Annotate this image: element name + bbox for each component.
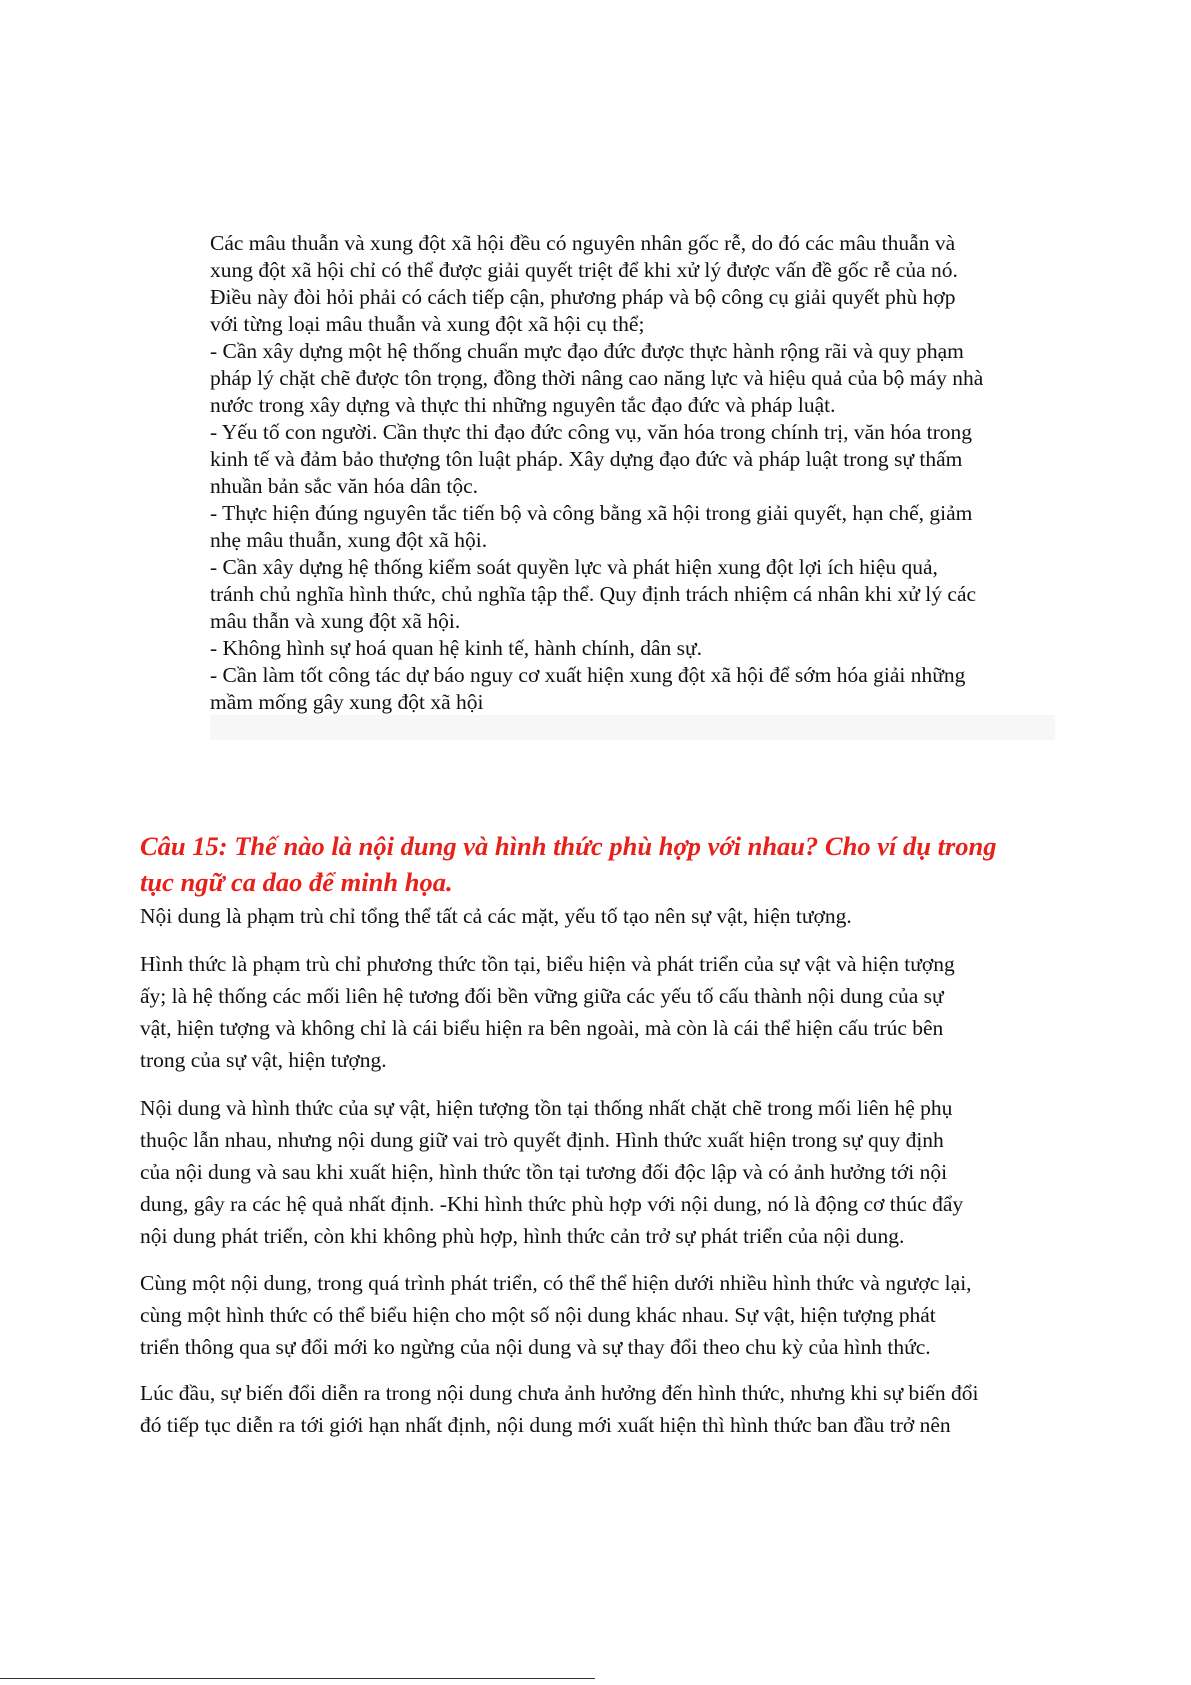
text-line: Lúc đầu, sự biến đổi diễn ra trong nội dung chưa ảnh hưởng đến hình thức, nhưng khi sự biến đổi xyxy=(140,1381,979,1405)
text-line: Điều này đòi hỏi phải có cách tiếp cận, phương pháp và bộ công cụ giải quyết phù hợp xyxy=(210,285,956,309)
text-line: triển thông qua sự đổi mới ko ngừng của nội dung và sự thay đổi theo chu kỳ của hình thức. xyxy=(140,1335,931,1359)
text-line: của nội dung và sau khi xuất hiện, hình thức tồn tại tương đối độc lập và có ảnh hưởng tới nội xyxy=(140,1160,948,1184)
paragraph-relationship xyxy=(140,1092,1060,1252)
text-line: ấy; là hệ thống các mối liên hệ tương đối bền vững giữa các yếu tố cấu thành nội dung của sự xyxy=(140,984,944,1008)
text-line: - Cần xây dựng một hệ thống chuẩn mực đạo đức được thực hành rộng rãi và quy phạm xyxy=(210,339,964,363)
paragraph-transformation xyxy=(140,1377,1060,1441)
text-line: kinh tế và đảm bảo thượng tôn luật pháp. Xây dựng đạo đức và pháp luật trong sự thấm xyxy=(210,447,963,471)
paragraph-content-definition xyxy=(140,900,1060,932)
text-line: - Không hình sự hoá quan hệ kinh tế, hành chính, dân sự. xyxy=(210,636,703,660)
text-line: nhẹ mâu thuẫn, xung đột xã hội. xyxy=(210,528,488,552)
paragraph-form-definition xyxy=(140,948,1060,1076)
text-line: nội dung phát triển, còn khi không phù hợp, hình thức cản trở sự phát triển của nội dung. xyxy=(140,1224,905,1248)
text-line: - Cần xây dựng hệ thống kiểm soát quyền lực và phát hiện xung đột lợi ích hiệu quả, xyxy=(210,555,938,579)
text-line: pháp lý chặt chẽ được tôn trọng, đồng thời nâng cao năng lực và hiệu quả của bộ máy nhà xyxy=(210,366,984,390)
text-line: Hình thức là phạm trù chỉ phương thức tồn tại, biểu hiện và phát triển của sự vật và hiện tượng xyxy=(140,952,955,976)
text-line: thuộc lẫn nhau, nhưng nội dung giữ vai trò quyết định. Hình thức xuất hiện trong sự quy định xyxy=(140,1128,944,1152)
text-line: - Yếu tố con người. Cần thực thi đạo đức công vụ, văn hóa trong chính trị, văn hóa trong xyxy=(210,420,973,444)
text-line: - Cần làm tốt công tác dự báo nguy cơ xuất hiện xung đột xã hội để sớm hóa giải những xyxy=(210,663,966,687)
heading-line: tục ngữ ca dao để minh họa. xyxy=(140,867,453,897)
text-line: tránh chủ nghĩa hình thức, chủ nghĩa tập thể. Quy định trách nhiệm cá nhân khi xử lý các xyxy=(210,582,977,606)
text-line: trong của sự vật, hiện tượng. xyxy=(140,1048,387,1072)
text-line: Nội dung và hình thức của sự vật, hiện tượng tồn tại thống nhất chặt chẽ trong mối liên hệ phụ xyxy=(140,1096,953,1120)
text-block-shading xyxy=(210,715,1055,740)
text-line: mâu thẫn và xung đột xã hội. xyxy=(210,609,461,633)
paragraph-multiple-forms xyxy=(140,1267,1060,1363)
text-line: - Thực hiện đúng nguyên tắc tiến bộ và công bằng xã hội trong giải quyết, hạn chế, giảm xyxy=(210,501,973,525)
text-line: Nội dung là phạm trù chỉ tổng thể tất cả các mặt, yếu tố tạo nên sự vật, hiện tượng. xyxy=(140,904,852,928)
text-line: với từng loại mâu thuẫn và xung đột xã hội cụ thể; xyxy=(210,312,645,336)
text-line: vật, hiện tượng và không chỉ là cái biểu hiện ra bên ngoài, mà còn là cái thể hiện cấu trúc bên xyxy=(140,1016,944,1040)
text-line: nước trong xây dựng và thực thi những nguyên tắc đạo đức và pháp luật. xyxy=(210,393,836,417)
question-heading xyxy=(140,828,1060,900)
text-line: cùng một hình thức có thể biểu hiện cho một số nội dung khác nhau. Sự vật, hiện tượng phát xyxy=(140,1303,936,1327)
text-line: Các mâu thuẫn và xung đột xã hội đều có nguyên nhân gốc rễ, do đó các mâu thuẫn và xyxy=(210,231,956,255)
heading-line: Câu 15: Thế nào là nội dung và hình thức phù hợp với nhau? Cho ví dụ trong xyxy=(140,831,997,861)
text-line: đó tiếp tục diễn ra tới giới hạn nhất định, nội dung mới xuất hiện thì hình thức ban đầu trở nên xyxy=(140,1413,951,1437)
text-line: nhuần bản sắc văn hóa dân tộc. xyxy=(210,474,479,498)
solutions-text-block xyxy=(210,230,1055,716)
text-line: xung đột xã hội chỉ có thể được giải quyết triệt để khi xử lý được vấn đề gốc rễ của nó. xyxy=(210,258,958,282)
footer-divider xyxy=(0,1678,595,1679)
text-line: mầm mống gây xung đột xã hội xyxy=(210,690,484,714)
text-line: dung, gây ra các hệ quả nhất định. -Khi hình thức phù hợp với nội dung, nó là động cơ thúc đẩy xyxy=(140,1192,964,1216)
text-line: Cùng một nội dung, trong quá trình phát triển, có thể thể hiện dưới nhiều hình thức và ngược lại, xyxy=(140,1271,972,1295)
